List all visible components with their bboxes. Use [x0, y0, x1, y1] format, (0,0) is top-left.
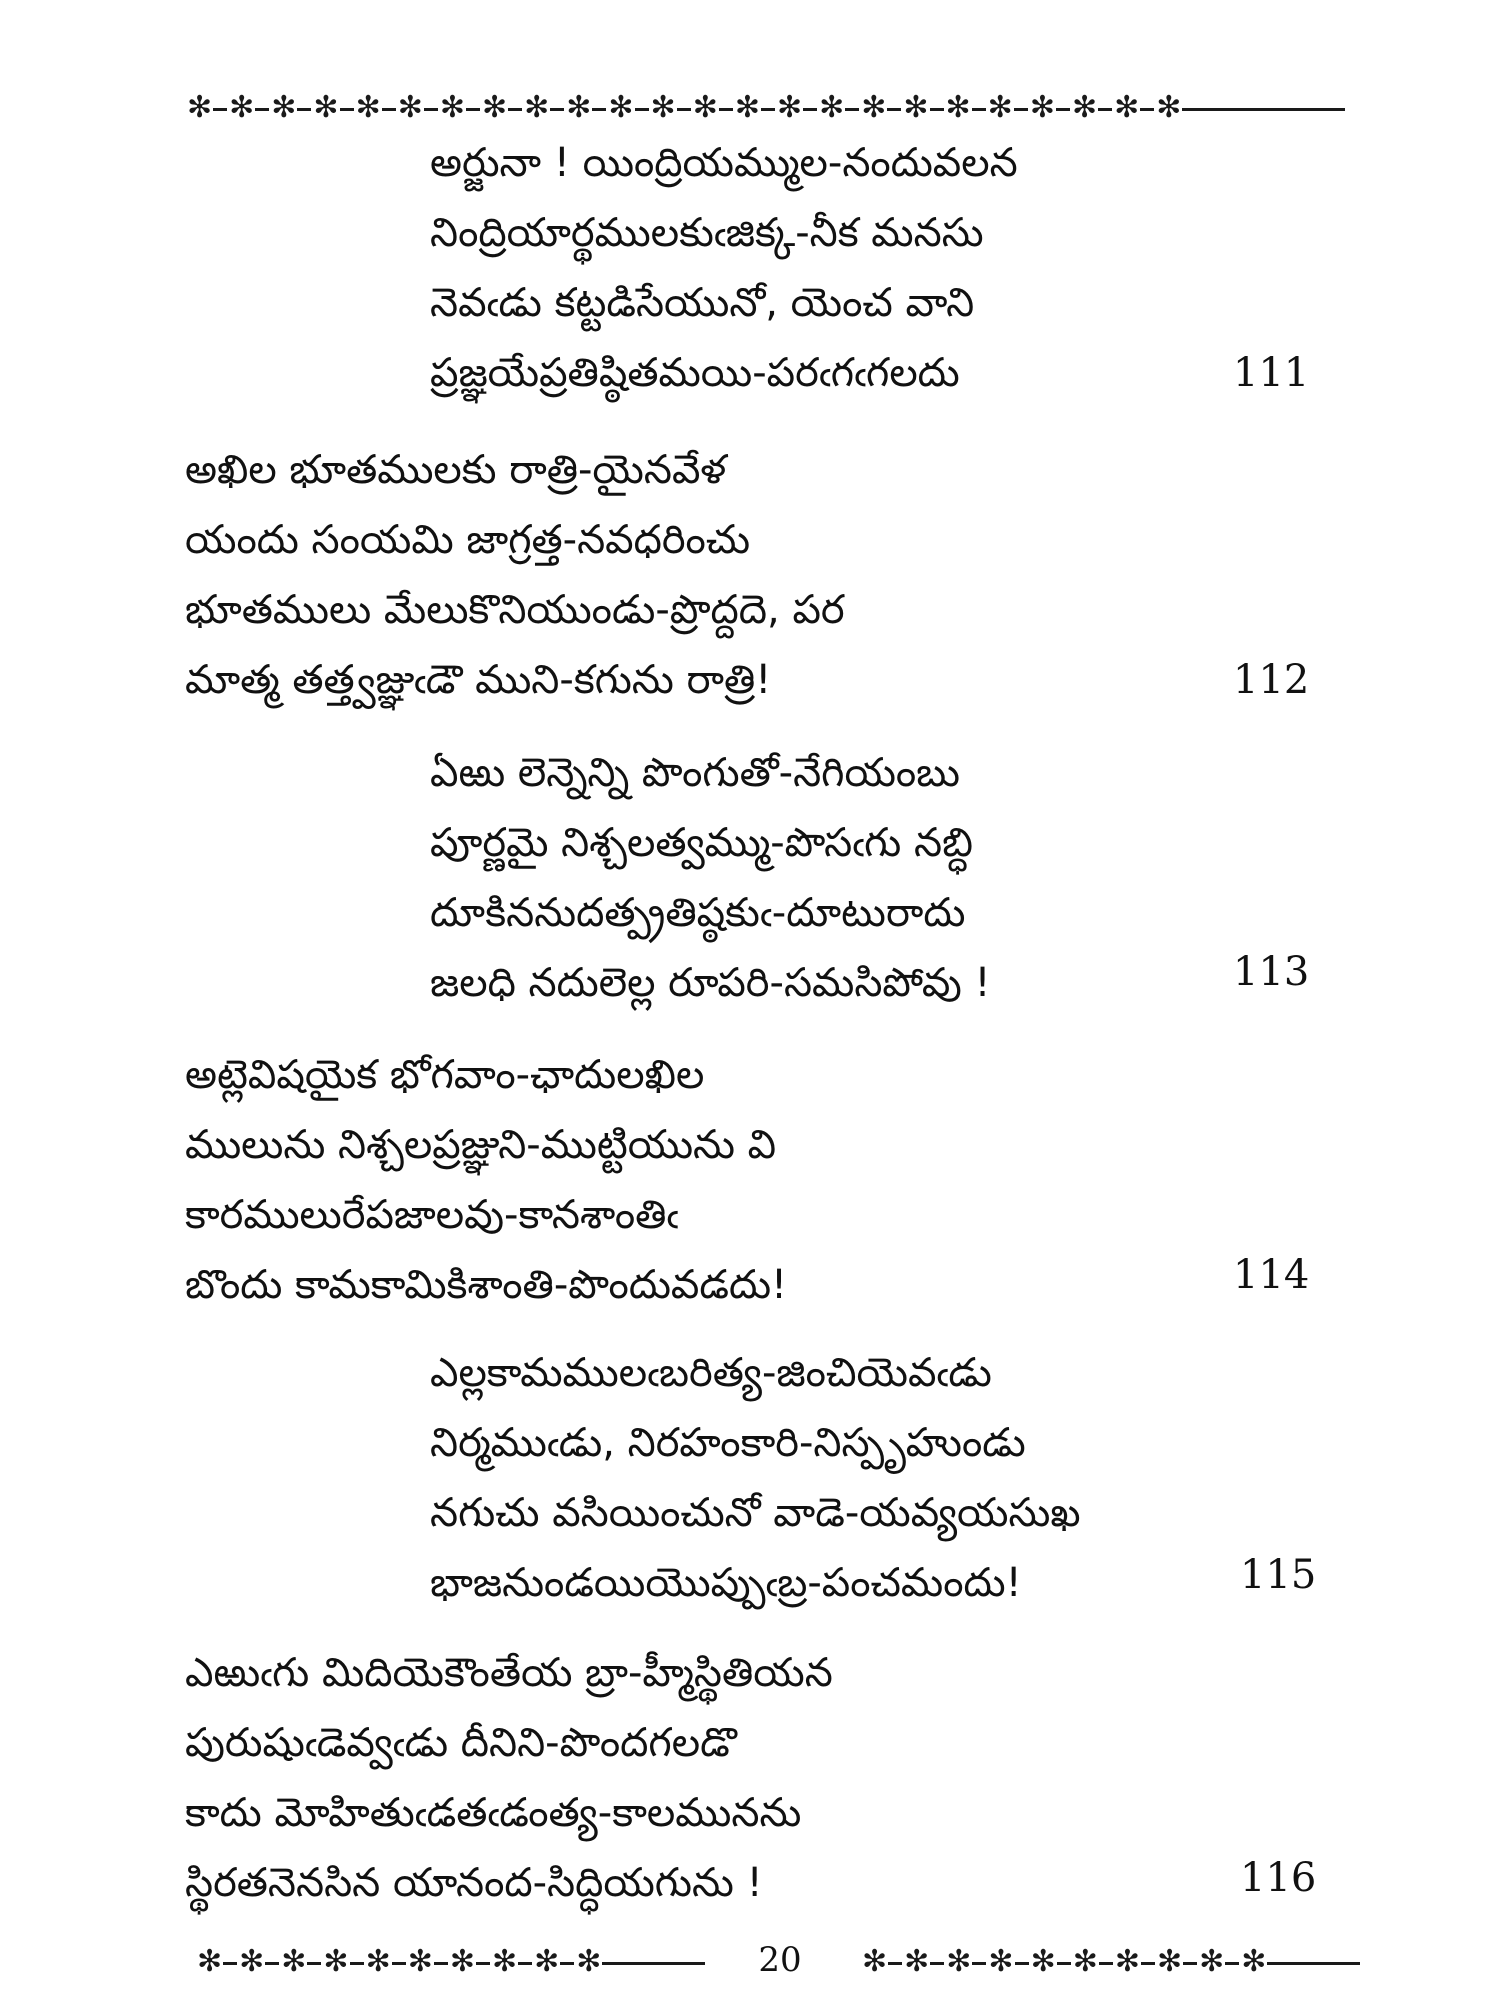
- verse-line: పూర్ణమై నిశ్చలత్వమ్ము-పొసఁగు నబ్ధి: [430, 820, 973, 866]
- ornament-star-icon: ✻: [365, 1944, 390, 1979]
- ornament-star-icon: ✻: [313, 90, 338, 125]
- verse-line: అట్లెవిషయైక భోగవాం-ఛాదులఖిల: [185, 1052, 705, 1098]
- verse-number: 111: [1233, 350, 1310, 396]
- ornament-star-icon: ✻: [650, 90, 675, 125]
- verse-number: 113: [1233, 949, 1310, 995]
- verse-number: 116: [1240, 1855, 1317, 1901]
- ornament-star-icon: ✻: [1156, 90, 1181, 125]
- ornament-star-icon: ✻: [229, 90, 254, 125]
- ornament-star-icon: ✻: [323, 1944, 348, 1979]
- ornament-star-icon: ✻: [481, 90, 507, 125]
- ornament-star-icon: ✻: [904, 1944, 929, 1979]
- stanza-111: [430, 128, 1018, 408]
- ornament-star-icon: ✻: [534, 1944, 559, 1979]
- ornament-glyphs: [195, 1944, 602, 1979]
- verse-number: 112: [1233, 657, 1310, 703]
- verse-line: దూకిననుదత్ప్రతిష్ఠకుఁ-దూటురాదు: [430, 890, 966, 936]
- ornament-star-icon: ✻: [1156, 1944, 1182, 1979]
- verse-line: అఖిల భూతములకు రాత్రి-యైనవేళ: [185, 447, 727, 493]
- ornament-glyphs: [185, 90, 1182, 125]
- ornament-star-icon: ✻: [197, 1944, 222, 1979]
- verse-line: భాజనుండయియొప్పుఁబ్ర-పంచమందు!: [430, 1560, 1022, 1606]
- ornament-star-icon: ✻: [903, 90, 928, 125]
- ornament-star-icon: ✻: [1114, 1944, 1139, 1979]
- ornament-star-icon: ✻: [397, 90, 422, 125]
- verse-line: యందు సంయమి జాగ్రత్త-నవధరించు: [185, 517, 751, 563]
- verse-line: కాదు మోహితుఁడతఁడంత్య-కాలమునను: [185, 1790, 802, 1836]
- ornament-star-icon: ✻: [946, 1944, 971, 1979]
- verse-line: జలధి నదులెల్ల రూపరి-సమసిపోవు !: [430, 960, 991, 1006]
- stanza-114: [185, 1040, 787, 1320]
- ornament-star-icon: ✻: [1114, 90, 1139, 125]
- bottom-left-ornamental-border: [195, 1940, 705, 1984]
- ornament-star-icon: ✻: [692, 90, 717, 125]
- ornament-star-icon: ✻: [1241, 1944, 1266, 1979]
- verse-line: ఏఱు లెన్నెన్ని పొంగుతో-నేగియంబు: [430, 750, 961, 796]
- verse-line: అర్జునా ! యింద్రియమ్ముల-నందువలన: [430, 140, 1018, 186]
- page-number: 20: [758, 1940, 802, 1980]
- ornament-glyphs: [860, 1944, 1267, 1979]
- ornament-star-icon: ✻: [776, 90, 802, 125]
- verse-line: భూతములు మేలుకొనియుండు-ప్రొద్దదె, పర: [185, 587, 845, 633]
- ornament-star-icon: ✻: [239, 1944, 264, 1979]
- ornament-star-icon: ✻: [449, 1944, 474, 1979]
- verse-line: నిర్మముఁడు, నిరహంకారి-నిస్పృహుండు: [430, 1420, 1026, 1466]
- ornament-star-icon: ✻: [945, 90, 970, 125]
- ornament-star-icon: ✻: [987, 90, 1012, 125]
- ornament-star-icon: ✻: [524, 90, 549, 125]
- ornament-star-icon: ✻: [1029, 90, 1054, 125]
- ornament-star-icon: ✻: [608, 90, 633, 125]
- verse-line: నెవఁడు కట్టడిసేయునో, యెంచ వాని: [430, 280, 975, 326]
- stanza-113: [430, 738, 991, 1018]
- ornament-star-icon: ✻: [988, 1944, 1013, 1979]
- ornament-star-icon: ✻: [862, 1944, 887, 1979]
- verse-line: నగుచు వసియించునో వాడె-యవ్యయసుఖ: [430, 1490, 1081, 1536]
- verse-line: కారములురేపజాలవు-కానశాంతిఁ: [185, 1192, 679, 1238]
- bottom-right-ornamental-border: [860, 1940, 1360, 1984]
- ornament-star-icon: ✻: [1030, 1944, 1055, 1979]
- verse-line: ప్రజ్ఞయేప్రతిష్ఠితమయి-పరఁగఁగలదు: [430, 350, 960, 396]
- stanza-115: [430, 1338, 1081, 1618]
- top-ornamental-border: [185, 86, 1345, 130]
- ornament-star-icon: ✻: [1199, 1944, 1224, 1979]
- ornament-star-icon: ✻: [576, 1944, 601, 1979]
- verse-line: బొందు కామకామికిశాంతి-పొందువడదు!: [185, 1262, 788, 1308]
- ornament-star-icon: ✻: [1072, 1944, 1097, 1979]
- verse-number: 114: [1233, 1252, 1310, 1298]
- ornament-star-icon: ✻: [1071, 90, 1097, 125]
- verse-line: ఎఱుఁగు మిదియెకౌంతేయ బ్రా-హ్మీస్థితియన: [185, 1650, 833, 1696]
- ornament-star-icon: ✻: [187, 90, 212, 125]
- verse-line: నింద్రియార్థములకుఁజిక్క-నీక మనసు: [430, 210, 984, 256]
- verse-line: పురుషుఁడెవ్వఁడు దీనిని-పొందగలడొ: [185, 1720, 737, 1766]
- verse-number: 115: [1240, 1552, 1317, 1598]
- verse-line: స్థిరతనెనసిన యానంద-సిద్ధియగును !: [185, 1860, 763, 1906]
- stanza-116: [185, 1638, 833, 1918]
- ornament-star-icon: ✻: [861, 90, 886, 125]
- ornament-star-icon: ✻: [566, 90, 591, 125]
- ornament-star-icon: ✻: [355, 90, 380, 125]
- ornament-star-icon: ✻: [734, 90, 759, 125]
- verse-line: ములును నిశ్చలప్రజ్ఞుని-ముట్టియును వి: [185, 1122, 777, 1168]
- ornament-star-icon: ✻: [491, 1944, 517, 1979]
- ornament-star-icon: ✻: [271, 90, 296, 125]
- ornament-star-icon: ✻: [407, 1944, 432, 1979]
- ornament-star-icon: ✻: [281, 1944, 306, 1979]
- verse-line: ఎల్లకామములఁబరిత్య-జించియెవఁడు: [430, 1350, 992, 1396]
- stanza-112: [185, 435, 845, 715]
- ornament-star-icon: ✻: [819, 90, 844, 125]
- verse-line: మాత్మ తత్త్వజ్ఞుఁడౌ ముని-కగును రాత్రి!: [185, 657, 772, 703]
- ornament-star-icon: ✻: [439, 90, 464, 125]
